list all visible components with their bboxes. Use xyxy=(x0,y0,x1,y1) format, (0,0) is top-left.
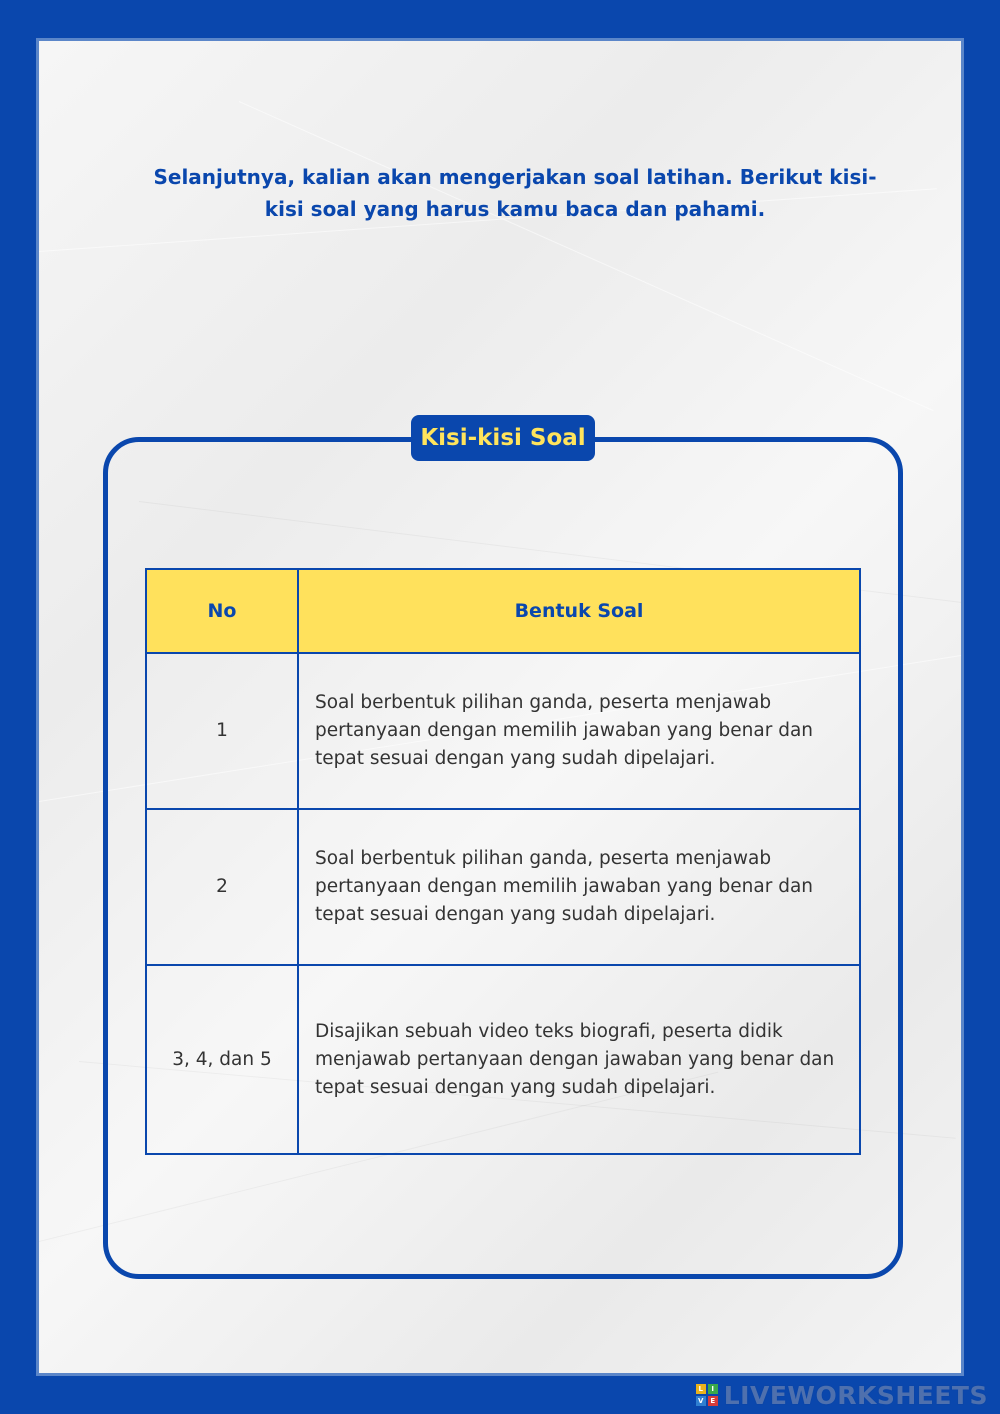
watermark-text: LIVEWORKSHEETS xyxy=(723,1380,988,1410)
kisi-kisi-table xyxy=(145,568,861,1155)
row-number: 3, 4, dan 5 xyxy=(146,965,298,1154)
liveworksheets-watermark xyxy=(696,1380,988,1410)
row-number: 1 xyxy=(146,653,298,809)
logo-letter: I xyxy=(708,1384,718,1394)
liveworksheets-logo-icon xyxy=(696,1384,718,1406)
table-row xyxy=(146,809,860,965)
logo-letter: V xyxy=(696,1396,706,1406)
row-description: Disajikan sebuah video teks biografi, peserta didik menjawab pertanyaan dengan jawaban yang benar dan tepat sesuai dengan yang sudah dipelajari. xyxy=(298,965,860,1154)
row-description: Soal berbentuk pilihan ganda, peserta menjawab pertanyaan dengan memilih jawaban yang benar dan tepat sesuai dengan yang sudah dipelajari. xyxy=(298,809,860,965)
logo-letter: L xyxy=(696,1384,706,1394)
row-description: Soal berbentuk pilihan ganda, peserta menjawab pertanyaan dengan memilih jawaban yang benar dan tepat sesuai dengan yang sudah dipelajari. xyxy=(298,653,860,809)
column-header-bentuk-soal: Bentuk Soal xyxy=(298,569,860,653)
panel-title: Kisi-kisi Soal xyxy=(411,415,595,461)
intro-text: Selanjutnya, kalian akan mengerjakan soal latihan. Berikut kisi-kisi soal yang harus kamu baca dan pahami. xyxy=(153,165,877,221)
table-row xyxy=(146,965,860,1154)
table-row xyxy=(146,653,860,809)
row-number: 2 xyxy=(146,809,298,965)
table-header-row xyxy=(146,569,860,653)
logo-letter: E xyxy=(708,1396,718,1406)
worksheet-page xyxy=(36,38,964,1376)
column-header-no: No xyxy=(146,569,298,653)
